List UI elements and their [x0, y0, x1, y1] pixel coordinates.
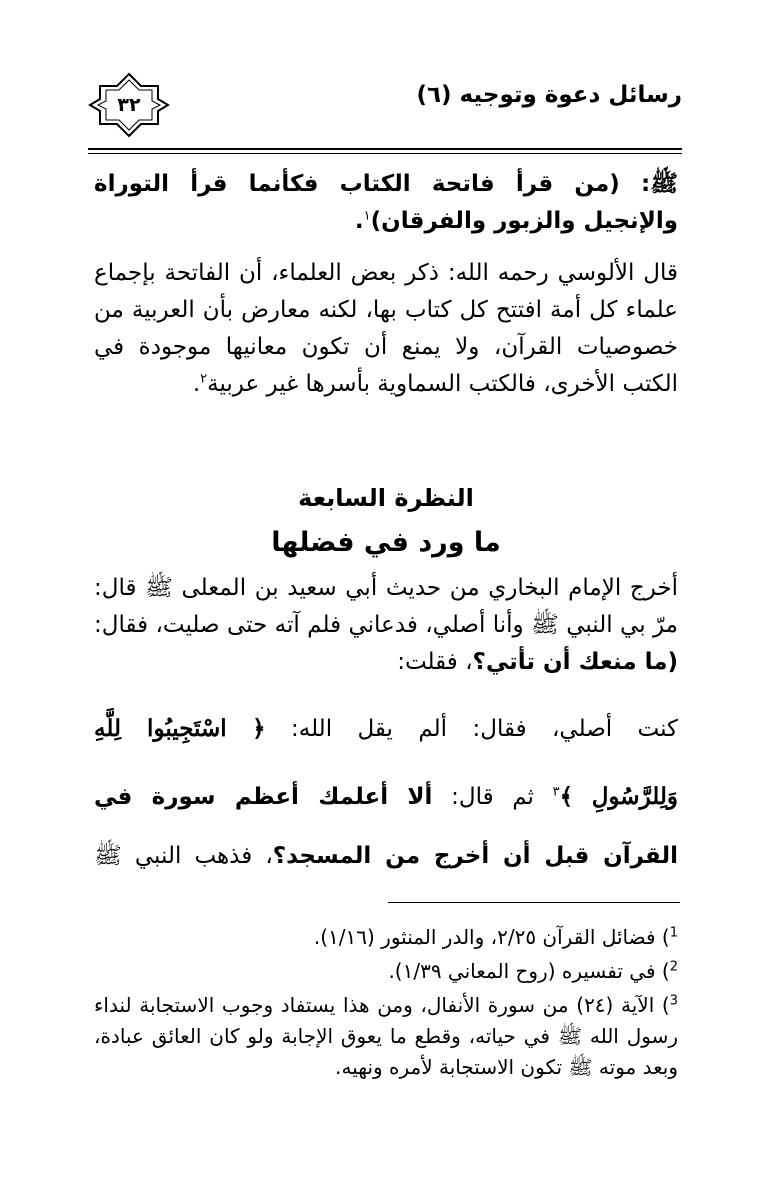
- page-number-badge: [88, 72, 170, 138]
- bukhari-paragraph: [94, 570, 678, 681]
- period: .: [354, 208, 364, 234]
- verse-line-1: [94, 715, 678, 742]
- ornate-bracket-open-icon: ﴿: [252, 716, 266, 742]
- footnote-3: $^3$) الآية (٢٤) من سورة الأنفال، ومن هذا يستفاد وجوب الاستجابة لنداء رسول الله ﷺ في حياته، وقطع ما يعوق الإجابة ولو كان العائق عبادة، وبعد موته ﷺ تكون الاستجابة لأمره ونهيه.: [94, 993, 678, 1079]
- alusi-text: قال الألوسي رحمه الله: ذكر بعض العلماء، أن الفاتحة بإجماع علماء كل أمة افتتح كل كتاب بها، لكنه معارض بأن العربية من خصوصيات القرآن، ولا يمنع أن تكون معانيها موجودة في الكتب الأخرى، فالكتب السماوية بأسرها غير عربية: [94, 260, 678, 397]
- ornate-bracket-close-icon: ﴾: [559, 784, 574, 810]
- hadith-quote: (من قرأ فاتحة الكتاب فكأنما قرأ التوراة والإنجيل والزبور والفرقان): [94, 171, 678, 234]
- quran-verse-part-1: اسْتَجِيبُوا لِلَّهِ: [94, 715, 227, 742]
- footnote-mark: 1: [669, 925, 678, 941]
- footnote-mark: 2: [669, 959, 678, 975]
- prophet-question-end: القرآن قبل أن أخرج من المسجد؟: [272, 843, 678, 869]
- header-rule-thin: [88, 153, 682, 154]
- header-rule-thick: [88, 148, 682, 150]
- alusi-paragraph: [94, 255, 678, 403]
- footnote-separator: [388, 902, 680, 903]
- bukhari-tail: ، فقلت:: [397, 649, 473, 675]
- quran-verse-part-2: وَلِلرَّسُولِ: [591, 783, 678, 810]
- narration-continue: ، فذهب النبي ﷺ: [94, 843, 273, 869]
- footnote-text: في تفسيره (روح المعاني ١/٣٩).: [388, 959, 656, 983]
- page-number: ٣٢: [117, 94, 141, 116]
- footnote-1: $^1$) فضائل القرآن ٢/٢٥، والدر المنثور (١/١٦).: [313, 925, 678, 949]
- footnote-2: $^2$) في تفسيره (روح المعاني ١/٣٩).: [388, 959, 678, 983]
- hadith-paragraph: [94, 166, 678, 240]
- footnote-ref-3: ٣: [552, 784, 560, 800]
- salutation: ﷺ:: [619, 171, 678, 197]
- verse-followup: ثم قال:: [432, 784, 553, 810]
- footnote-ref-1: ١: [363, 208, 371, 224]
- verse-line-3: [94, 841, 678, 875]
- verse-line-2: [94, 783, 678, 810]
- prophet-quote: (ما منعك أن تأتي؟: [472, 649, 678, 675]
- footnote-mark: 3: [669, 993, 678, 1009]
- verse-intro: كنت أصلي، فقال: ألم يقل الله:: [265, 716, 679, 742]
- footnote-ref-2: ٢: [200, 371, 208, 387]
- bukhari-text: أخرج الإمام البخاري من حديث أبي سعيد بن المعلى ﷺ قال: مرّ بي النبي ﷺ وأنا أصلي، فدعاني فلم آته حتى صليت، فقال:: [94, 575, 678, 638]
- footnote-text: فضائل القرآن ٢/٢٥، والدر المنثور (١/١٦).: [313, 925, 656, 949]
- section-subheading: ما ورد في فضلها: [271, 527, 501, 558]
- footnote-text: الآية (٢٤) من سورة الأنفال، ومن هذا يستفاد وجوب الاستجابة لنداء رسول الله ﷺ في حياته، وقطع ما يعوق الإجابة ولو كان العائق عبادة، وبعد موته ﷺ تكون الاستجابة لأمره ونهيه.: [94, 993, 678, 1079]
- prophet-question: ألا أعلمك أعظم سورة في: [94, 784, 433, 810]
- period: .: [192, 371, 201, 397]
- section-heading: النظرة السابعة: [298, 484, 474, 512]
- running-title: رسائل دعوة وتوجيه (٦): [416, 82, 682, 108]
